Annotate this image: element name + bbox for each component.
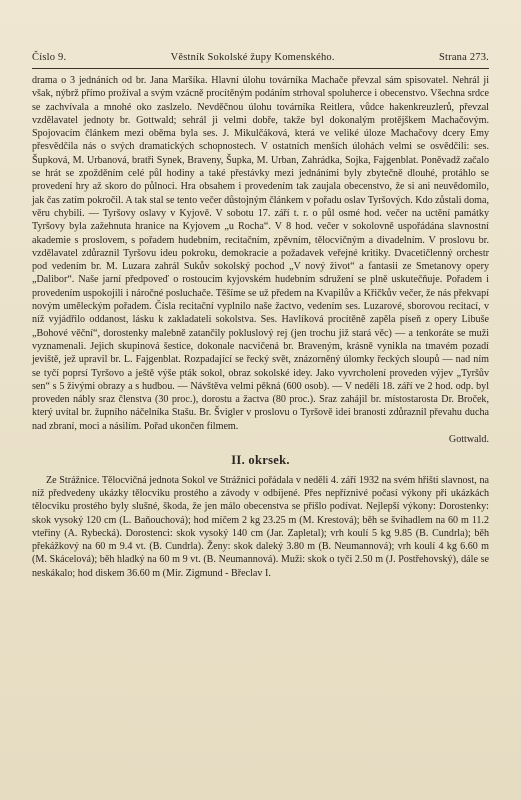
section-heading: II. okrsek. [231,453,290,468]
header-rule [32,68,489,69]
author-signature: Gottwald. [448,434,489,446]
journal-title: Věstník Sokolské župy Komenského. [170,52,335,63]
running-header [32,52,489,63]
signature-line [32,433,489,446]
article-paragraph: drama o 3 jednáních od br. Jana Maršíka. Hlavní úlohu továrníka Machače převzal sám spisovatel. Nehrál ji však, nýbrž přímo prožíval a svým vzácně procítěným podáním strhoval spoluherce i obecenstvo. Všechna srdce se zachvívala a mnohé oko zaslzelo. Nevděčnou úlohu továrníka Reitlera, vůdce hakenkreuzlerů, převzal vzdělavatel jednoty br. Gottwald; sehrál ji velmi dobře, takže byl dokonalým protějškem Machačovým. Spojovacím článkem mezi oběma byla ses. J. Mikulčáková, která ve veliké úloze Machačovy dcery Emy přesvědčila nás o svých dramatických schopnostech. V ostatních menších úlohách velmi se osvědčili: ses. Šupková, M. Urbanová, bratři Synek, Braveny, Šupka, M. Urban, Zahrádka, Sojka, Fajgenblat. Poněvadž začalo se hrát se zpožděním celé půl hodiny a také přestávky mezi jednáními byly zbytečně dlouhé, protáhlo se provedení hry až skoro do půlnoci. Hra obsahem i provedením tak zaujala obecenstvo, že si ani neuvědomilo, jak čas zatím pokročil. A tak stal se tento večer důstojným článkem v pořadu oslav Tyršových. Kdo zůstali doma, věru chybili. — Tyršovy oslavy v Kyjově. V sobotu 17. září t. r. o půl osmé hod. večer na uctění památky Tyršovy byla zažehnuta hranice na Kyjovem „u Rocha“. V 8 hod. večer v sokolovně uspořádána slavnostní akademie s proslovem, s pořadem hudebním, recitačním, zpěvním, tělocvičným a divadelním. V proslovu br. vzdělavatel zdůraznil Tyršovu ideu pokroku, demokracie a požadavek veřejné kritiky. Dvacetičlenný orchestr pod vedením br. M. Luzara zahrál Sukův sokolský pochod „V nový život“ a fantasii ze Smetanovy opery „Dalibor“. Naše jarní předpoveď o rostoucím kyjovském hudebním sdružení se plně uskutečňuje. Pořadem i provedením uspokojili i náročné posluchače. Těšíme se už předem na Kvapilův a Křičkův večer, že nás překvapí novým uměleckým pořadem. Čísla recitační vyplnilo naše žactvo, vedením ses. Luzarové, sborovou recitací, v níž vyjádřilo oddanost, lásku k zakladateli sokolstva. Ses. Havlíková procítěně zapěla píseň z opery Libuše „Bohové věční“, dorostenky malebně zatančily pokluslový rej (jen trochu již stará věc) — a tenkoráte se muži vyznamenali. Jejich skupinová šestice, dokonale nacvičená br. Braveným, krásně vynikla na tmavém pozadí jeviště, jež upravil br. L. Fajgenblat. Rozpadající se řecký svět, znázorněný úlomky řeckých sloupů — nad ním se tyčí poprsí Tyršovo a ještě výše pták sokol, obraz sokolské idey. Jako vyvrcholení proveden výjev „Tyršův sen“ s 5 živými obrazy a s hudbou. — Návštěva velmi pěkná (600 osob). — V neděli 18. září ve 2 hod. odp. byl proveden nábly sraz členstva (30 proc.), dorostu a žactva (80 proc.). Sraz zahájil br. místostarosta Dr. Broček, který uvítal br. župního náčelníka Stašu. Br. Švigler v proslovu o Tyršově idei branosti zdůraznil převahu ducha nad zbraní, moci a násilím. Pořad ukončen filmem. [32,75,489,432]
issue-number: Číslo 9. [32,52,67,63]
section-paragraph: Ze Strážnice. Tělocvičná jednota Sokol ve Strážnici pořádala v neděli 4. září 1932 na svém hřišti slavnost, na níž předvedeny ukázky tělocviku prostého a závody v odbíjené. Přes nepříznivé počasí výkony při ukázkách tělocviku prostého byly slušné, škoda, že jen málo obecenstva se přišlo podívat. Nejlepší výkony: Dorostenky: skok vysoký 120 cm (L. Baňouchová); hod míčem 2 kg 23.25 m (M. Krestová); běh se švihadlem na 60 m 11.2 vteřiny (A. Rybecká). Dorostenci: skok vysoký 140 cm (Jar. Zapletal); vrh koulí 5 kg 9.85 (B. Cundrla); běh překážkový na 60 m 9.4 vt. (B. Cundrla). Ženy: skok daleký 3.80 m (B. Neumannová); vrh koulí 4 kg 6.60 m (M. Skácelová); běh hladký na 60 m 9 vt. (B. Neumannová). Muži: skok o tyči 2.50 m (J. Postřehovský), dále se neskákalo; hod diskem 36.60 m (Mir. Zigmund - Břeclav I. [32,474,489,579]
document-body [32,74,489,770]
page-number: Strana 273. [438,52,489,63]
